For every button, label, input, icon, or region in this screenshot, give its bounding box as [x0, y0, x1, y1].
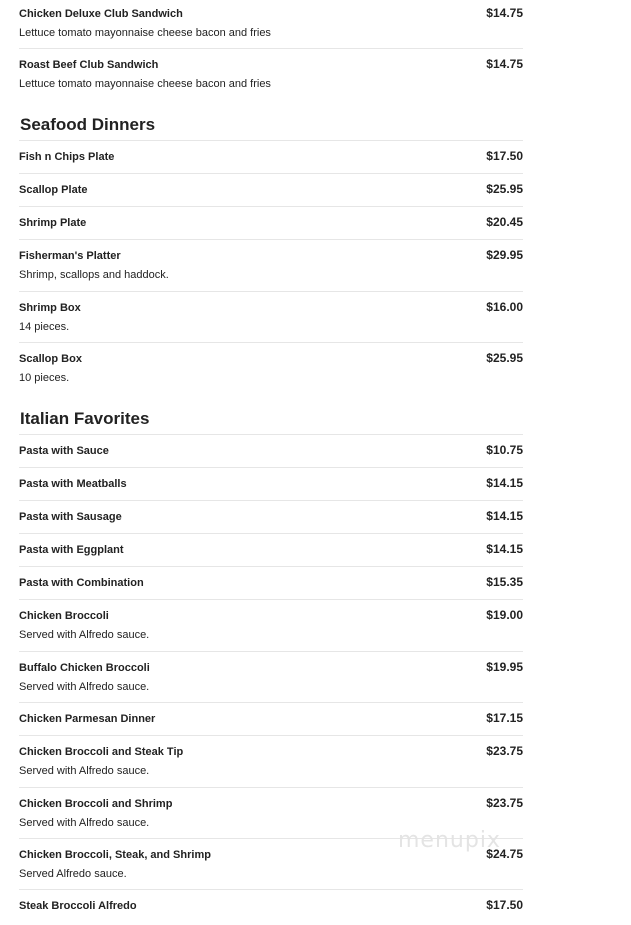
divider [19, 467, 523, 468]
divider [19, 291, 523, 292]
divider [19, 787, 523, 788]
item-name: Chicken Deluxe Club Sandwich [19, 8, 183, 20]
item-description: 10 pieces. [19, 372, 70, 384]
item-description: Lettuce tomato mayonnaise cheese bacon and fries [19, 78, 271, 90]
item-description: 14 pieces. [19, 321, 70, 333]
item-price: $29.95 [486, 248, 523, 262]
item-price: $14.15 [486, 476, 523, 490]
divider [19, 889, 523, 890]
item-price: $10.75 [486, 443, 523, 457]
item-name: Chicken Parmesan Dinner [19, 713, 156, 725]
item-price: $15.35 [486, 575, 523, 589]
divider [19, 342, 523, 343]
item-name: Fisherman's Platter [19, 250, 121, 262]
divider [19, 239, 523, 240]
item-name: Chicken Broccoli and Steak Tip [19, 746, 184, 758]
item-name: Scallop Box [19, 353, 82, 365]
divider [19, 566, 523, 567]
item-price: $19.95 [486, 660, 523, 674]
divider [19, 206, 523, 207]
item-description: Served with Alfredo sauce. [19, 629, 150, 641]
divider [19, 173, 523, 174]
item-description: Shrimp, scallops and haddock. [19, 269, 169, 281]
item-name: Shrimp Plate [19, 217, 87, 229]
item-name: Pasta with Sausage [19, 511, 122, 523]
item-name: Buffalo Chicken Broccoli [19, 662, 150, 674]
item-description: Served with Alfredo sauce. [19, 765, 150, 777]
item-name: Chicken Broccoli [19, 610, 109, 622]
item-price: $17.50 [486, 898, 523, 912]
item-price: $14.75 [486, 6, 523, 20]
divider [19, 500, 523, 501]
item-price: $25.95 [486, 351, 523, 365]
item-description: Served Alfredo sauce. [19, 868, 127, 880]
section-heading-seafood: Seafood Dinners [20, 115, 156, 134]
divider [19, 702, 523, 703]
item-price: $19.00 [486, 608, 523, 622]
item-name: Steak Broccoli Alfredo [19, 900, 137, 912]
item-description: Served with Alfredo sauce. [19, 817, 150, 829]
item-price: $24.75 [486, 847, 523, 861]
divider [19, 599, 523, 600]
item-price: $16.00 [486, 300, 523, 314]
item-name: Fish n Chips Plate [19, 151, 115, 163]
item-price: $20.45 [486, 215, 523, 229]
item-description: Lettuce tomato mayonnaise cheese bacon and fries [19, 27, 271, 39]
watermark-logo: menupix [398, 828, 501, 853]
item-name: Pasta with Combination [19, 577, 144, 589]
item-description: Served with Alfredo sauce. [19, 681, 150, 693]
item-name: Scallop Plate [19, 184, 88, 196]
item-name: Shrimp Box [19, 302, 81, 314]
divider [19, 651, 523, 652]
item-price: $14.15 [486, 542, 523, 556]
item-name: Roast Beef Club Sandwich [19, 59, 159, 71]
item-name: Pasta with Eggplant [19, 544, 124, 556]
item-name: Pasta with Meatballs [19, 478, 127, 490]
divider [19, 140, 523, 141]
item-price: $17.50 [486, 149, 523, 163]
divider [19, 434, 523, 435]
divider [19, 735, 523, 736]
item-price: $25.95 [486, 182, 523, 196]
divider [19, 533, 523, 534]
item-price: $23.75 [486, 796, 523, 810]
item-price: $14.15 [486, 509, 523, 523]
item-price: $17.15 [486, 711, 523, 725]
item-price: $23.75 [486, 744, 523, 758]
divider [19, 48, 523, 49]
item-price: $14.75 [486, 57, 523, 71]
item-name: Chicken Broccoli, Steak, and Shrimp [19, 849, 211, 861]
section-heading-italian: Italian Favorites [20, 409, 150, 428]
item-name: Pasta with Sauce [19, 445, 109, 457]
item-name: Chicken Broccoli and Shrimp [19, 798, 173, 810]
